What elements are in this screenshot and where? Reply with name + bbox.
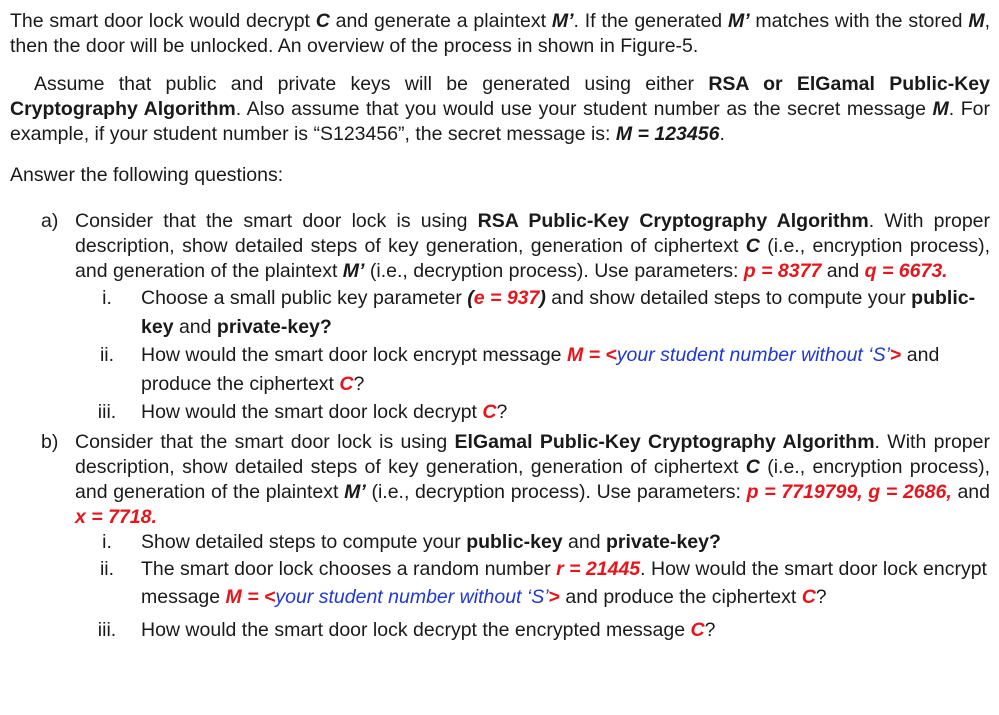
text: . With proper description, show detailed steps of key generation, generation of ciphertext	[75, 210, 991, 257]
subquestion-text	[141, 284, 990, 341]
subquestion-label: ii.	[99, 557, 115, 580]
subquestion-label: i.	[102, 530, 112, 553]
message-param: M = <	[566, 344, 617, 366]
intro-paragraph-2	[10, 72, 990, 147]
question-label: a)	[41, 210, 59, 232]
text: ?	[704, 618, 716, 641]
text: Consider that the smart door lock is using	[75, 430, 455, 453]
text: How would the smart door lock decrypt	[141, 401, 483, 423]
question-a-ii	[10, 341, 990, 398]
text: and	[562, 530, 607, 553]
text: . How would the smart door lock encrypt message	[141, 557, 987, 608]
text: How would the smart door lock decrypt the encrypted message	[141, 618, 691, 641]
text: )	[539, 287, 546, 309]
text: and produce the ciphertext	[559, 586, 802, 608]
instructions-line: Answer the following questions:	[10, 164, 284, 186]
plaintext-prime-symbol: M’	[551, 10, 574, 32]
subquestion-label: iii.	[97, 401, 117, 423]
ciphertext-symbol: C	[690, 618, 705, 641]
text: and produce the ciphertext	[141, 344, 940, 395]
text: Assume that public and private keys will be generated using either	[34, 73, 709, 95]
text: The smart door lock chooses a random number	[141, 557, 557, 580]
public-key-term: public-key	[141, 287, 976, 338]
subquestion-text	[141, 341, 990, 398]
message-param: M = <	[225, 586, 276, 608]
param-x: x = 7718.	[75, 505, 157, 528]
algorithm-name: RSA Public-Key Cryptography Algorithm	[477, 210, 869, 232]
text: (i.e., decryption process). Use parameters:	[365, 480, 747, 503]
text: and show detailed steps to compute your	[545, 287, 912, 309]
intro-paragraph-1	[10, 0, 990, 59]
text: (i.e., encryption process), and generation of the plaintext	[75, 455, 990, 503]
example-message: M = 123456	[615, 123, 720, 145]
params-p-g: p = 7719799, g = 2686,	[746, 480, 952, 503]
text: ?	[353, 372, 365, 395]
text: (	[467, 287, 474, 309]
plaintext-prime-symbol: M’	[342, 260, 365, 282]
question-a	[10, 209, 990, 284]
student-number-placeholder: your student number without ‘S’	[275, 586, 549, 608]
text: ?	[815, 586, 827, 608]
text: ?	[496, 401, 508, 423]
text: and generate a plaintext	[329, 10, 552, 32]
question-a-i	[10, 284, 990, 341]
text: . Also assume that you would use your student number as the secret message	[235, 98, 933, 120]
plaintext-prime-symbol: M’	[344, 480, 366, 503]
text: (i.e., encryption process), and generation of the plaintext	[75, 235, 990, 282]
text: and	[821, 260, 865, 282]
text: Show detailed steps to compute your	[141, 530, 467, 553]
question-a-text	[75, 209, 990, 284]
question-a-iii	[10, 398, 990, 427]
question-b-i	[10, 530, 990, 555]
ciphertext-symbol: C	[745, 235, 760, 257]
ciphertext-symbol: C	[315, 10, 330, 32]
text: Choose a small public key parameter	[141, 287, 468, 309]
public-key-term: public-key	[466, 530, 563, 553]
text: . For example, if your student number is “S123456”, the secret message is:	[10, 98, 990, 145]
text: . With proper description, show detailed steps of key generation, generation of ciphertext	[75, 430, 990, 478]
student-number-placeholder: your student number without ‘S’	[616, 344, 890, 366]
plaintext-prime-symbol: M’	[727, 10, 750, 32]
ciphertext-symbol: C	[339, 372, 354, 395]
subquestion-label: iii.	[97, 618, 117, 641]
algorithm-name: RSA or ElGamal Public-Key Cryptography Algorithm	[10, 73, 990, 120]
param-p: p = 8377	[743, 260, 822, 282]
subquestion-label: ii.	[99, 344, 115, 366]
param-e: e = 937	[473, 287, 540, 309]
private-key-term: private-key?	[216, 315, 332, 338]
question-b-iii	[10, 616, 990, 645]
message-symbol: M	[932, 98, 949, 120]
text: How would the smart door lock encrypt message	[141, 344, 567, 366]
text: matches with the stored	[749, 10, 969, 32]
text: Consider that the smart door lock is using	[75, 210, 478, 232]
subquestion-text	[141, 555, 990, 612]
text: The smart door lock would decrypt	[10, 10, 316, 32]
message-symbol: M	[968, 10, 985, 32]
ciphertext-symbol: C	[801, 586, 816, 608]
param-r: r = 21445	[556, 557, 641, 580]
text: . If the generated	[573, 10, 728, 32]
text: >	[889, 344, 902, 366]
ciphertext-symbol: C	[745, 455, 760, 478]
text: and	[173, 315, 217, 338]
private-key-term: private-key?	[606, 530, 721, 553]
algorithm-name: ElGamal Public-Key Cryptography Algorithm	[454, 430, 875, 453]
text: >	[548, 586, 560, 608]
subquestion-text	[141, 530, 990, 555]
document-page	[10, 0, 990, 644]
question-b-text	[75, 430, 990, 530]
question-label: b)	[41, 430, 59, 453]
subquestion-text	[141, 616, 990, 645]
ciphertext-symbol: C	[482, 401, 497, 423]
text: and	[951, 480, 990, 503]
subquestion-label: i.	[102, 287, 112, 309]
text: .	[719, 123, 725, 145]
text: (i.e., decryption process). Use parameters:	[364, 260, 744, 282]
question-b-ii	[10, 555, 990, 612]
question-b	[10, 430, 990, 530]
text: , then the door will be unlocked. An overview of the process in shown in Figure-5.	[10, 10, 990, 57]
param-q: q = 6673.	[864, 260, 948, 282]
subquestion-text	[141, 398, 990, 427]
